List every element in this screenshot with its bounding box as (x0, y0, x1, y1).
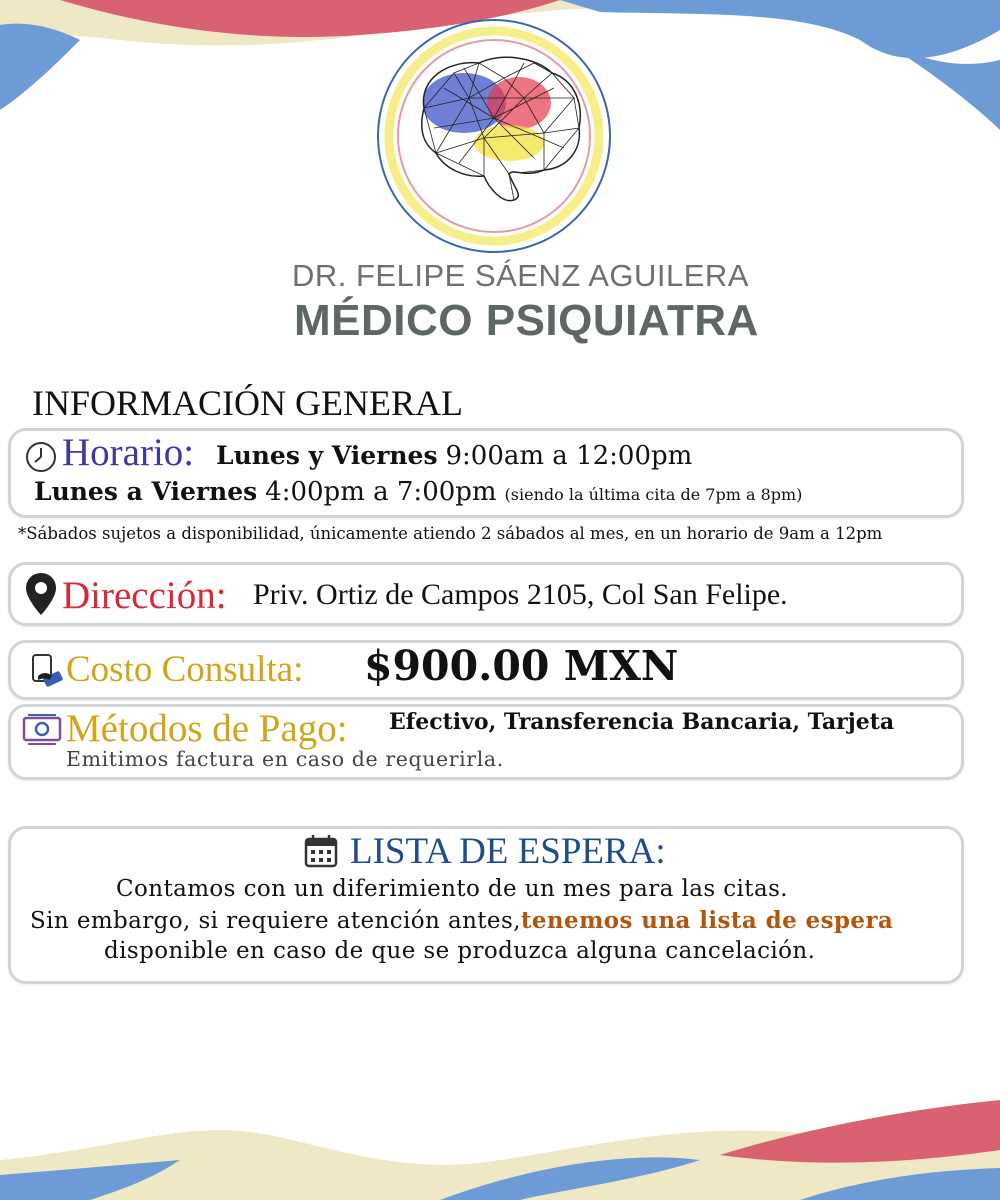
espera-line-1: Contamos con un diferimiento de un mes para las citas. (116, 876, 788, 902)
doctor-name: DR. FELIPE SÁENZ AGUILERA (292, 258, 749, 293)
costo-value: $900.00 MXN (364, 642, 679, 690)
costo-label: Costo Consulta: (66, 649, 304, 690)
lista-espera-title: LISTA DE ESPERA: (350, 831, 666, 872)
horario-last-appointment-note: (siendo la última cita de 7pm a 8pm) (504, 485, 803, 504)
section-heading: INFORMACIÓN GENERAL (32, 383, 463, 423)
horario-days-1: Lunes y Viernes (216, 441, 438, 470)
clock-icon (24, 440, 58, 474)
calendar-icon (303, 833, 339, 869)
pago-value: Efectivo, Transferencia Bancaria, Tarjeta (389, 709, 895, 735)
phone-pay-icon (30, 652, 66, 688)
horario-hours-1: 9:00am a 12:00pm (445, 441, 693, 471)
horario-hours-2: 4:00pm a 7:00pm (265, 477, 497, 507)
horario-days-2: Lunes a Viernes (34, 477, 258, 506)
brain-logo (374, 18, 614, 254)
espera-highlight: tenemos una lista de espera (520, 907, 894, 934)
location-pin-icon (24, 571, 58, 617)
saturday-note: *Sábados sujetos a disponibilidad, únicamente atiendo 2 sábados al mes, en un horario de 9am a 12pm (18, 524, 883, 543)
espera-line-2: Sin embargo, si requiere atención antes, (30, 908, 521, 934)
pago-label: Métodos de Pago: (66, 707, 348, 750)
direccion-label: Dirección: (62, 574, 227, 617)
bottom-wave-decoration (0, 1090, 1000, 1200)
direccion-value: Priv. Ortiz de Campos 2105, Col San Felipe. (253, 578, 788, 611)
espera-line-3: disponible en caso de que se produzca alguna cancelación. (104, 938, 816, 964)
pago-invoice-note: Emitimos factura en caso de requerirla. (66, 747, 504, 771)
money-icon (22, 712, 62, 748)
horario-label: Horario: (62, 431, 195, 474)
doctor-specialty: MÉDICO PSIQUIATRA (294, 296, 759, 345)
